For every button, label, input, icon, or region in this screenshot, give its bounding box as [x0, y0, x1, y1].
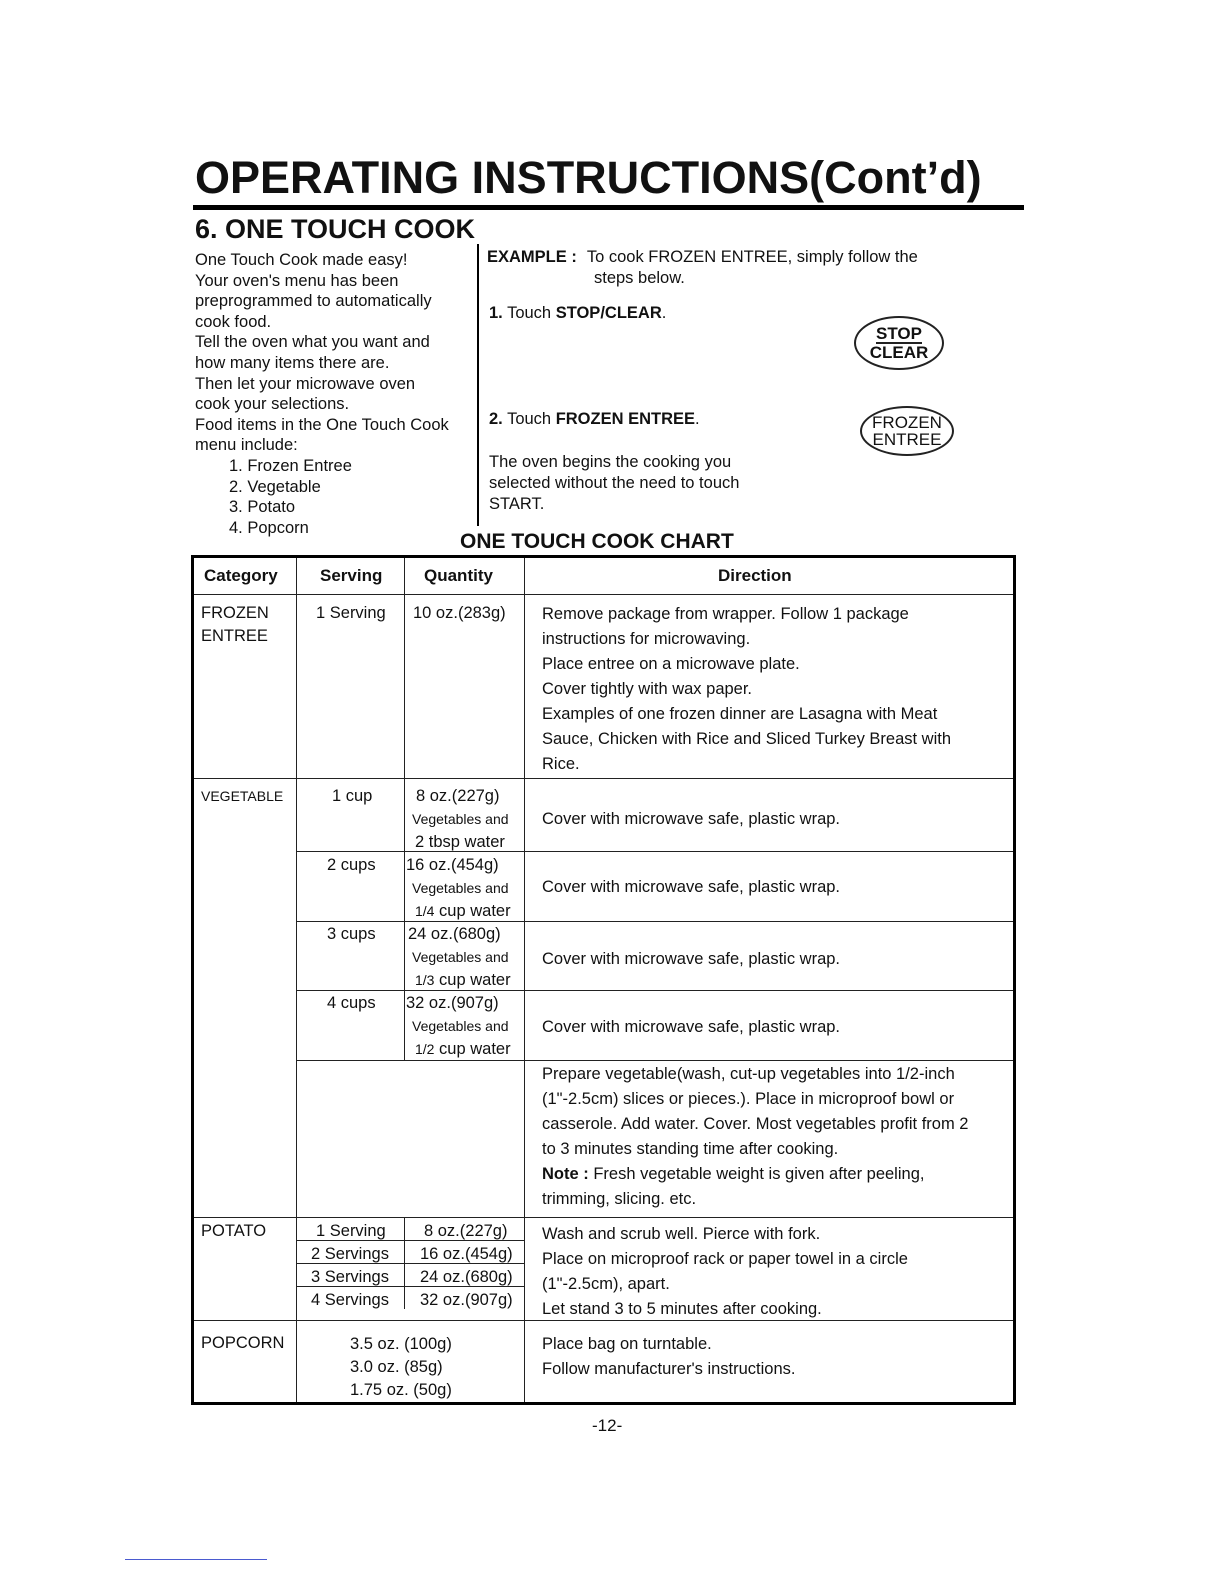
quantity-cell: 2 tbsp water [415, 833, 505, 851]
intro-line: cook food. [195, 312, 272, 331]
direction-line: trimming, slicing. etc. [542, 1190, 697, 1208]
fraction: 1/3 [415, 972, 435, 988]
frozen-label: FROZEN [872, 413, 942, 432]
serving-cell: 1 cup [332, 787, 373, 805]
grid-line [404, 558, 405, 1060]
step-1 [489, 303, 666, 324]
quantity-cell: Vegetables and [412, 880, 509, 896]
section-heading: 6. ONE TOUCH COOK [195, 214, 476, 244]
intro-line: Tell the oven what you want and [195, 333, 430, 352]
quantity-cell: 16 oz.(454g) [420, 1245, 513, 1263]
intro-line: One Touch Cook made easy! [195, 251, 408, 269]
water-text: cup water [434, 1040, 511, 1058]
serving-cell: 2 Servings [311, 1245, 389, 1263]
entree-label: ENTREE [872, 430, 942, 449]
water-text: cup water [434, 971, 511, 989]
direction-line: Rice. [542, 755, 580, 773]
grid-line [194, 594, 1013, 595]
direction-cell [542, 1222, 1012, 1322]
vegetable-prep-cell [542, 1062, 1012, 1212]
serving-cell: 3 Servings [311, 1268, 389, 1286]
serving-cell: 4 Servings [311, 1291, 389, 1309]
quantity-cell: 1.75 oz. (50g) [350, 1381, 452, 1399]
direction-line: Follow manufacturer's instructions. [542, 1360, 796, 1378]
direction-cell [542, 1332, 1012, 1382]
page-title: OPERATING INSTRUCTIONS(Cont’d) [195, 152, 982, 203]
direction-line: Prepare vegetable(wash, cut-up vegetables into 1/2-inch [542, 1065, 955, 1083]
menu-item: 3. Potato [229, 498, 296, 517]
quantity-cell: Vegetables and [412, 949, 509, 965]
fraction: 1/2 [415, 1041, 435, 1057]
direction-cell [542, 602, 1012, 777]
step-key: STOP/CLEAR [555, 304, 662, 322]
grid-line [194, 778, 1013, 779]
direction-line: (1"-2.5cm), apart. [542, 1275, 670, 1293]
intro-text [195, 250, 480, 538]
serving-cell: 3 cups [327, 925, 376, 943]
quantity-cell: 24 oz.(680g) [420, 1268, 513, 1286]
category-vegetable: VEGETABLE [201, 788, 284, 804]
quantity-cell: 8 oz.(227g) [416, 787, 500, 805]
direction-line: Place bag on turntable. [542, 1335, 712, 1353]
grid-line [194, 1217, 1013, 1218]
intro-line: Your oven's menu has been [195, 271, 399, 290]
page-number: -12- [592, 1416, 623, 1435]
step-2 [489, 409, 700, 430]
header-quantity: Quantity [424, 566, 493, 585]
direction-cell: Cover with microwave safe, plastic wrap. [542, 1018, 841, 1036]
example-label: EXAMPLE : [487, 248, 577, 266]
direction-line: Wash and scrub well. Pierce with fork. [542, 1225, 821, 1243]
step-key: FROZEN ENTREE [555, 410, 696, 428]
quantity-cell: 10 oz.(283g) [413, 604, 506, 622]
header-direction: Direction [718, 566, 792, 585]
clear-label: CLEAR [869, 342, 929, 362]
quantity-cell [415, 1037, 511, 1062]
quantity-cell [415, 899, 511, 924]
footnote-rule [125, 1559, 267, 1560]
step-number: 2. [489, 410, 503, 428]
quantity-cell: Vegetables and [412, 811, 509, 827]
quantity-cell: 16 oz.(454g) [406, 856, 499, 874]
stop-clear-button-icon [854, 316, 944, 370]
direction-line: Let stand 3 to 5 minutes after cooking. [542, 1300, 822, 1318]
category-popcorn: POPCORN [201, 1334, 285, 1352]
quantity-cell: 3.0 oz. (85g) [350, 1358, 443, 1376]
cook-chart-table [191, 555, 1016, 1405]
grid-line [524, 558, 525, 1402]
quantity-cell: 8 oz.(227g) [424, 1222, 508, 1240]
fraction: 1/4 [415, 903, 435, 919]
direction-cell: Cover with microwave safe, plastic wrap. [542, 878, 841, 896]
menu-item: 2. Vegetable [229, 477, 321, 496]
direction-line: casserole. Add water. Cover. Most vegetables profit from 2 [542, 1115, 969, 1133]
chart-title: ONE TOUCH COOK CHART [460, 530, 734, 553]
intro-line: how many items there are. [195, 353, 390, 372]
direction-line: Sauce, Chicken with Rice and Sliced Turkey Breast with [542, 730, 952, 748]
intro-line: Then let your microwave oven [195, 374, 416, 393]
direction-line: Examples of one frozen dinner are Lasagna with Meat [542, 705, 938, 723]
category-entree: ENTREE [201, 627, 268, 645]
note-line [542, 1162, 1012, 1187]
title-rule [193, 205, 1024, 210]
step-end: . [661, 304, 667, 322]
quantity-cell: 24 oz.(680g) [408, 925, 501, 943]
header-serving: Serving [320, 566, 383, 585]
serving-cell: 4 cups [327, 994, 376, 1012]
direction-cell: Cover with microwave safe, plastic wrap. [542, 950, 841, 968]
step-text: Touch [507, 410, 552, 428]
direction-line: Remove package from wrapper. Follow 1 package [542, 605, 909, 623]
frozen-entree-button-icon [860, 406, 954, 456]
grid-line [296, 1060, 1013, 1061]
direction-line: to 3 minutes standing time after cooking. [542, 1140, 839, 1158]
intro-line: preprogrammed to automatically [195, 292, 432, 311]
step-end: . [695, 410, 700, 428]
column-divider [477, 244, 479, 526]
example-heading [487, 247, 918, 268]
direction-line: Place entree on a microwave plate. [542, 655, 800, 673]
direction-cell: Cover with microwave safe, plastic wrap. [542, 810, 841, 828]
grid-line [404, 1217, 405, 1309]
menu-item: 4. Popcorn [229, 518, 309, 537]
header-category: Category [204, 566, 278, 585]
stop-label: STOP [876, 323, 922, 343]
begins-text: The oven begins the cooking you selected without the need to touch START. [489, 453, 740, 513]
direction-line: Cover tightly with wax paper. [542, 680, 753, 698]
intro-line: Food items in the One Touch Cook [195, 415, 449, 434]
intro-line: menu include: [195, 436, 298, 455]
category-potato: POTATO [201, 1222, 267, 1240]
example-text: To cook FROZEN ENTREE, simply follow the [586, 248, 918, 266]
serving-cell: 1 Serving [316, 604, 386, 622]
quantity-cell: 32 oz.(907g) [420, 1291, 513, 1309]
quantity-cell: Vegetables and [412, 1018, 509, 1034]
quantity-cell [415, 968, 511, 993]
direction-line: (1"-2.5cm) slices or pieces.). Place in microproof bowl or [542, 1090, 955, 1108]
direction-line: Place on microproof rack or paper towel in a circle [542, 1250, 908, 1268]
menu-item: 1. Frozen Entree [229, 456, 352, 475]
intro-line: cook your selections. [195, 395, 350, 414]
category-frozen: FROZEN [201, 604, 269, 622]
grid-line [296, 558, 297, 1402]
note-text: Fresh vegetable weight is given after peeling, [593, 1165, 925, 1183]
note-label: Note : [542, 1165, 589, 1183]
water-text: cup water [434, 902, 511, 920]
example-text-2: steps below. [594, 269, 685, 287]
direction-line: instructions for microwaving. [542, 630, 751, 648]
quantity-cell: 3.5 oz. (100g) [350, 1335, 452, 1353]
step-number: 1. [489, 304, 503, 322]
serving-cell: 1 Serving [316, 1222, 386, 1240]
serving-cell: 2 cups [327, 856, 376, 874]
quantity-cell: 32 oz.(907g) [406, 994, 499, 1012]
step-text: Touch [507, 304, 552, 322]
